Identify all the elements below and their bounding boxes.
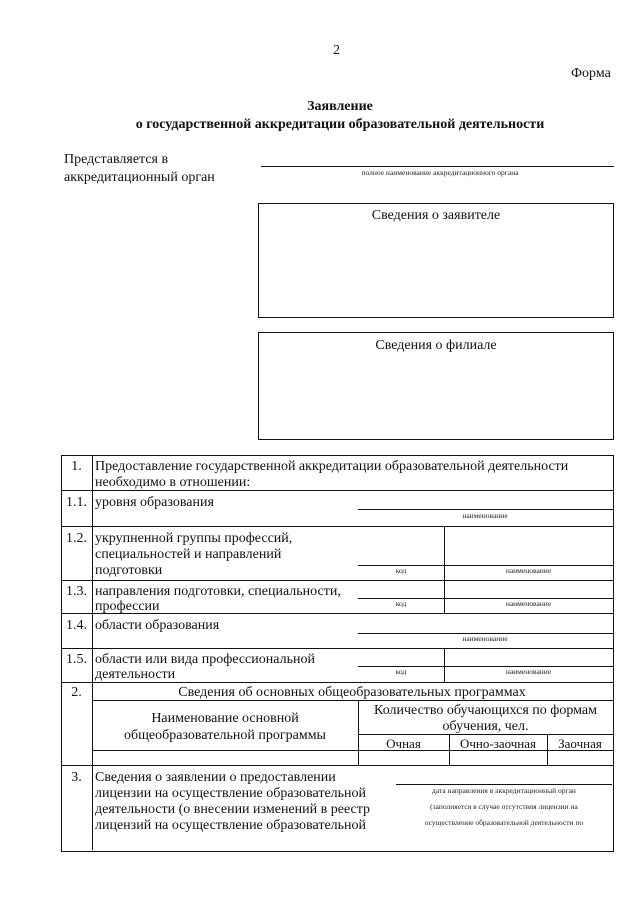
- specialty-name-caption: наименование: [505, 599, 552, 608]
- row-3-text-line-4: лицензий на осуществление образовательной: [95, 818, 367, 833]
- form-label: Форма: [571, 66, 611, 81]
- row-1-5-number: 1.5.: [66, 652, 87, 667]
- row-separator: [61, 648, 613, 649]
- group-name-caption: наименование: [505, 566, 552, 575]
- code-name-divider: [444, 648, 445, 682]
- row-2-number: 2.: [71, 685, 82, 700]
- applicant-info-box[interactable]: [258, 203, 614, 318]
- level-name-field[interactable]: [358, 509, 613, 510]
- submission-date-caption-line-1: дата направления в аккредитационный орган: [432, 786, 576, 795]
- row-1-4-number: 1.4.: [66, 618, 87, 633]
- students-count-header-line-2: обучения, чел.: [442, 719, 529, 734]
- extramural-header: Заочная: [558, 736, 602, 751]
- branch-info-box[interactable]: [258, 332, 614, 440]
- row-1-2-text-line-1: укрупненной группы профессий,: [95, 531, 293, 546]
- submission-date-caption-line-3: осуществление образовательной деятельности по: [424, 818, 584, 827]
- program-name-header-line-1: Наименование основной: [151, 711, 299, 726]
- submission-date-field[interactable]: [396, 784, 612, 785]
- title-line-1: Заявление: [307, 99, 373, 114]
- code-name-divider: [444, 580, 445, 613]
- students-count-header-line-1: Количество обучающихся по формам: [374, 703, 597, 718]
- row-1-1-text: уровня образования: [95, 495, 214, 510]
- row-1-2-text-line-2: специальностей и направлений: [95, 547, 282, 562]
- row-separator: [61, 526, 613, 527]
- table-number-column-divider: [92, 455, 93, 850]
- area-name-caption: наименование: [462, 634, 508, 643]
- title-line-2: о государственной аккредитации образовательной деятельности: [135, 117, 545, 132]
- activity-name-caption: наименование: [505, 667, 552, 676]
- org-label-line-1: Представляется в: [64, 152, 169, 167]
- row-1-4-text: области образования: [95, 618, 220, 633]
- row-1-2-text-line-3: подготовки: [95, 563, 163, 578]
- row-3-text-line-3: деятельности (о внесении изменений в реестр: [95, 802, 371, 817]
- row-1-text-line-1: Предоставление государственной аккредитации образовательной деятельности: [95, 459, 569, 474]
- row-1-number: 1.: [71, 459, 82, 474]
- activity-code-caption: код: [395, 667, 407, 676]
- row-1-5-text-line-2: деятельности: [95, 667, 176, 682]
- row-1-3-text-line-1: направления подготовки, специальности,: [95, 584, 341, 599]
- specialty-code-caption: код: [395, 599, 407, 608]
- row-3-text-line-1: Сведения о заявлении о предоставлении: [95, 770, 336, 785]
- org-label-line-2: аккредитационный орган: [64, 170, 215, 185]
- row-1-3-text-line-2: профессии: [95, 599, 160, 614]
- org-name-caption: полное наименование аккредитационного органа: [361, 168, 519, 177]
- program-name-header-line-2: общеобразовательной программы: [124, 728, 326, 743]
- row-1-1-number: 1.1.: [66, 495, 87, 510]
- group-code-caption: код: [395, 566, 407, 575]
- row-1-5-text-line-1: области или вида профессиональной: [95, 652, 315, 667]
- row-1-text-line-2: необходимо в отношении:: [95, 475, 251, 490]
- fulltime-header: Очная: [386, 736, 421, 751]
- applicant-info-title: Сведения о заявителе: [371, 208, 501, 223]
- page-number: 2: [333, 43, 340, 58]
- row-separator: [61, 765, 613, 766]
- row-3-number: 3.: [71, 770, 82, 785]
- row-3-text-line-2: лицензии на осуществление образовательной: [95, 786, 367, 801]
- level-name-caption: наименование: [462, 511, 508, 520]
- branch-info-title: Сведения о филиале: [375, 338, 497, 353]
- row-1-2-number: 1.2.: [66, 531, 87, 546]
- submission-date-caption-line-2: (заполняется в случае отсутствия лицензии на: [430, 802, 578, 811]
- org-name-field[interactable]: [261, 166, 614, 167]
- row-2-title: Сведения об основных общеобразовательных программах: [178, 685, 526, 700]
- part-time-header: Очно-заочная: [459, 736, 537, 751]
- row-1-3-number: 1.3.: [66, 584, 87, 599]
- row-separator: [61, 580, 613, 581]
